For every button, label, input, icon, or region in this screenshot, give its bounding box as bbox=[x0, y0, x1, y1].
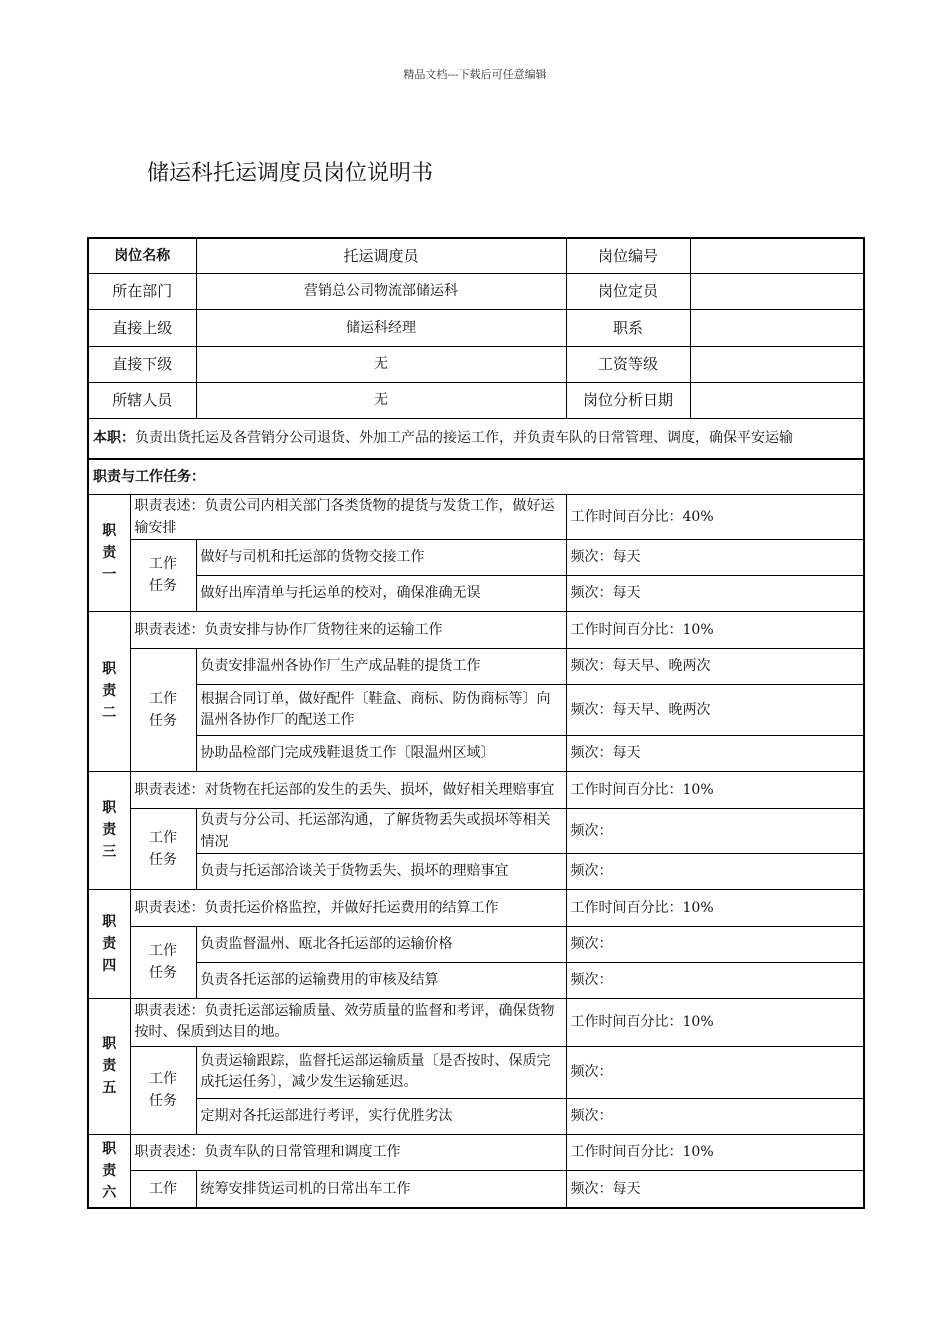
benzhi-text: 负责出货托运及各营销分公司退货、外加工产品的接运工作，并负责车队的日常管理、调度，确保平安运输 bbox=[135, 429, 793, 446]
task-freq: 频次： bbox=[566, 962, 864, 998]
benzhi-cell bbox=[88, 418, 864, 459]
duties-header-row bbox=[88, 459, 864, 494]
task-text: 统筹安排货运司机的日常出车工作 bbox=[196, 1170, 566, 1208]
info-label: 工资等级 bbox=[566, 346, 690, 382]
duty-desc: 职责表述：负责托运价格监控，并做好托运费用的结算工作 bbox=[130, 889, 566, 926]
info-label: 所在部门 bbox=[88, 273, 196, 309]
header-note: 精品文档---下载后可任意编辑 bbox=[403, 68, 547, 81]
info-value: 无 bbox=[196, 346, 566, 382]
task-row bbox=[88, 1046, 864, 1098]
info-label: 岗位分析日期 bbox=[566, 382, 690, 418]
info-label: 直接上级 bbox=[88, 309, 196, 346]
info-label: 所辖人员 bbox=[88, 382, 196, 418]
info-label: 岗位编号 bbox=[566, 238, 690, 273]
info-value bbox=[690, 346, 864, 382]
task-text: 定期对各托运部进行考评，实行优胜劣汰 bbox=[196, 1098, 566, 1134]
page-title: 储运科托运调度员岗位说明书 bbox=[147, 161, 434, 186]
task-freq: 频次：每天 bbox=[566, 539, 864, 575]
duty-pct: 工作时间百分比：10% bbox=[566, 771, 864, 808]
duty-row bbox=[88, 998, 864, 1046]
task-label: 工作任务 bbox=[130, 926, 196, 998]
info-label: 职系 bbox=[566, 309, 690, 346]
benzhi-row bbox=[88, 418, 864, 459]
task-freq: 频次：每天 bbox=[566, 575, 864, 611]
duty-label: 职责一 bbox=[88, 494, 130, 611]
duty-pct: 工作时间百分比：40% bbox=[566, 494, 864, 539]
task-freq: 频次： bbox=[566, 926, 864, 962]
duty-pct: 工作时间百分比：10% bbox=[566, 998, 864, 1046]
info-row bbox=[88, 273, 864, 309]
duty-label: 职责六 bbox=[88, 1134, 130, 1208]
task-row bbox=[88, 684, 864, 735]
task-text: 负责安排温州各协作厂生产成品鞋的提货工作 bbox=[196, 648, 566, 684]
duty-row bbox=[88, 1134, 864, 1170]
duty-label: 职责五 bbox=[88, 998, 130, 1134]
task-freq: 频次：每天 bbox=[566, 1170, 864, 1208]
task-label: 工作 bbox=[130, 1170, 196, 1208]
task-row bbox=[88, 808, 864, 853]
duty-desc: 职责表述：负责车队的日常管理和调度工作 bbox=[130, 1134, 566, 1170]
task-row bbox=[88, 575, 864, 611]
duty-row bbox=[88, 889, 864, 926]
duty-desc: 职责表述：负责托运部运输质量、效劳质量的监督和考评，确保货物按时、保质到达目的地。 bbox=[130, 998, 566, 1046]
info-value: 托运调度员 bbox=[196, 238, 566, 273]
task-text: 负责与分公司、托运部沟通，了解货物丢失或损坏等相关情况 bbox=[196, 808, 566, 853]
info-value bbox=[690, 309, 864, 346]
task-text: 做好出库清单与托运单的校对，确保准确无误 bbox=[196, 575, 566, 611]
info-value bbox=[690, 382, 864, 418]
info-row bbox=[88, 346, 864, 382]
task-label: 工作任务 bbox=[130, 808, 196, 889]
info-value: 储运科经理 bbox=[196, 309, 566, 346]
info-value: 无 bbox=[196, 382, 566, 418]
task-row bbox=[88, 539, 864, 575]
duty-row bbox=[88, 494, 864, 539]
duty-row bbox=[88, 611, 864, 648]
duty-desc: 职责表述：负责公司内相关部门各类货物的提货与发货工作，做好运输安排 bbox=[130, 494, 566, 539]
task-row bbox=[88, 1170, 864, 1208]
task-label: 工作任务 bbox=[130, 1046, 196, 1134]
task-row bbox=[88, 735, 864, 771]
benzhi-label: 本职： bbox=[93, 429, 135, 446]
info-value: 营销总公司物流部储运科 bbox=[196, 273, 566, 309]
info-value bbox=[690, 273, 864, 309]
duty-desc: 职责表述：对货物在托运部的发生的丢失、损坏，做好相关理赔事宜 bbox=[130, 771, 566, 808]
job-description-table bbox=[87, 237, 865, 1209]
duty-pct: 工作时间百分比：10% bbox=[566, 889, 864, 926]
task-text: 负责与托运部洽谈关于货物丢失、损坏的理赔事宜 bbox=[196, 853, 566, 889]
task-text: 负责各托运部的运输费用的审核及结算 bbox=[196, 962, 566, 998]
task-text: 协助品检部门完成残鞋退货工作〔限温州区域〕 bbox=[196, 735, 566, 771]
duty-pct: 工作时间百分比：10% bbox=[566, 1134, 864, 1170]
info-label: 岗位名称 bbox=[88, 238, 196, 273]
duties-header: 职责与工作任务： bbox=[88, 459, 864, 494]
task-text: 做好与司机和托运部的货物交接工作 bbox=[196, 539, 566, 575]
task-text: 根据合同订单，做好配件〔鞋盒、商标、防伪商标等〕向温州各协作厂的配送工作 bbox=[196, 684, 566, 735]
task-freq: 频次：每天 bbox=[566, 735, 864, 771]
task-row bbox=[88, 926, 864, 962]
task-freq: 频次： bbox=[566, 808, 864, 853]
task-row bbox=[88, 853, 864, 889]
info-row bbox=[88, 238, 864, 273]
duty-label: 职责二 bbox=[88, 611, 130, 771]
info-row bbox=[88, 309, 864, 346]
task-freq: 频次： bbox=[566, 1046, 864, 1098]
task-text: 负责运输跟踪，监督托运部运输质量〔是否按时、保质完成托运任务〕，减少发生运输延迟。 bbox=[196, 1046, 566, 1098]
task-freq: 频次： bbox=[566, 853, 864, 889]
info-value bbox=[690, 238, 864, 273]
task-freq: 频次：每天早、晚两次 bbox=[566, 684, 864, 735]
info-row bbox=[88, 382, 864, 418]
duty-row bbox=[88, 771, 864, 808]
info-label: 直接下级 bbox=[88, 346, 196, 382]
task-text: 负责监督温州、瓯北各托运部的运输价格 bbox=[196, 926, 566, 962]
duty-desc: 职责表述：负责安排与协作厂货物往来的运输工作 bbox=[130, 611, 566, 648]
task-freq: 频次：每天早、晚两次 bbox=[566, 648, 864, 684]
duty-label: 职责四 bbox=[88, 889, 130, 998]
duty-label: 职责三 bbox=[88, 771, 130, 889]
duty-pct: 工作时间百分比：10% bbox=[566, 611, 864, 648]
info-label: 岗位定员 bbox=[566, 273, 690, 309]
task-label: 工作任务 bbox=[130, 648, 196, 771]
task-row bbox=[88, 1098, 864, 1134]
task-label: 工作任务 bbox=[130, 539, 196, 611]
task-row bbox=[88, 648, 864, 684]
task-row bbox=[88, 962, 864, 998]
task-freq: 频次： bbox=[566, 1098, 864, 1134]
